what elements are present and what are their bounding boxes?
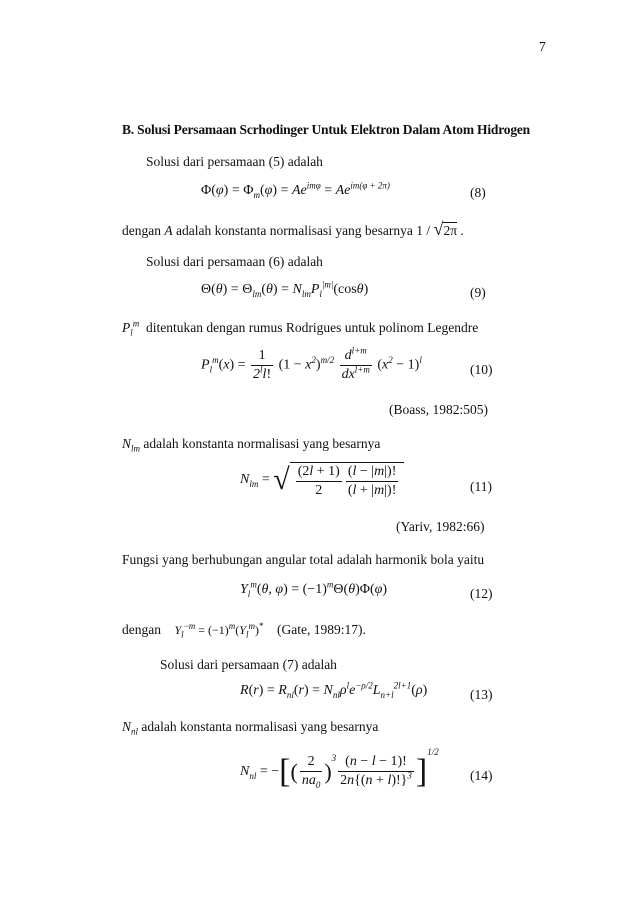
p9-sub: nl [131, 726, 139, 737]
paragraph-7: dengan $Y_l^{-m} = (-1)^m(Y_l^m)^*$ (Gate, 1989:17). [122, 621, 366, 640]
p5-text: adalah konstanta normalisasi yang besarnya [143, 436, 381, 451]
equation-10: $P_l^m(x)$ = $\frac{1}{2^ll!}$ $(1 - x^2)^{m/2}$ $\frac{d^{l+m}}{dx^{l+m}}$ $(x^2 - 1)^l$ [201, 345, 422, 382]
p9-var: N [122, 719, 132, 734]
p5-var: N [122, 436, 132, 451]
paragraph-6: Fungsi yang berhubungan angular total adalah harmonik bola yaitu [122, 552, 485, 567]
p2-sqrt-arg: 2π [443, 223, 458, 238]
equation-10-number: (10) [470, 362, 493, 377]
equation-13: $R(r) = R_{nl}(r) = N_{nl}\rho^le^{-\rho/2}L_{n+l}^{2l+1}(\rho)$ [240, 680, 428, 700]
p7-citation: (Gate, 1989:17). [277, 622, 366, 637]
equation-11: $N_{lm}$ = √ $\frac{(2l + 1)}{2}$ $\frac{(l - |m|)!}{(l + |m|)!}$ [240, 462, 404, 498]
equation-12-number: (12) [470, 586, 493, 601]
paragraph-5 [122, 436, 381, 454]
equation-14-number: (14) [470, 768, 493, 783]
page-number: 7 [539, 39, 546, 54]
p2-text-c: adalah konstanta normalisasi yang besarnya 1 / [175, 223, 431, 238]
p9-text: adalah konstanta normalisasi yang besarnya [141, 719, 379, 734]
equation-9: $\Theta(\theta) = \Theta_{lm}(\theta) = N_{lm}P_l^{|m|}(\cos\theta)$ [201, 279, 369, 299]
p2-text-a: dengan [122, 223, 161, 238]
paragraph-9 [122, 719, 379, 737]
equation-11-number: (11) [470, 479, 492, 494]
paragraph-8: Solusi dari persamaan (7) adalah [160, 657, 337, 672]
equation-12: $Y_l^m(\theta$, $\varphi) = (-1)^m\Theta(\theta)\Phi(\varphi)$ [240, 579, 388, 599]
paragraph-1: Solusi dari persamaan (5) adalah [146, 154, 323, 169]
p4-text: ditentukan dengan rumus Rodrigues untuk polinom Legendre [146, 320, 479, 335]
p2-period: . [460, 223, 464, 238]
p5-sub: lm [131, 443, 141, 454]
paragraph-2: dengan A adalah konstanta normalisasi yang besarnya 1 / √2π . [122, 219, 464, 239]
section-heading: B. Solusi Persamaan Scrhodinger Untuk Elektron Dalam Atom Hidrogen [122, 122, 530, 137]
equation-9-number: (9) [470, 285, 486, 300]
citation-1: (Boass, 1982:505) [389, 402, 488, 417]
equation-8: $\Phi(\varphi) = \Phi_m(\varphi) = Ae^{im\varphi} = Ae^{im(\varphi + 2\pi)}$ [201, 180, 390, 200]
citation-2: (Yariv, 1982:66) [396, 519, 485, 534]
equation-8-number: (8) [470, 185, 486, 200]
p7-text-a: dengan [122, 622, 161, 637]
paragraph-4: $P_l^m$ ditentukan dengan rumus Rodrigues untuk polinom Legendre [122, 318, 479, 338]
equation-14: $N_{nl}$ = −[( $\frac{2}{na_0}$ )$^3$ $\frac{(n - l - 1)!}{2n\{(n + l)!\}^3}$ ]$^{1/2}$ [240, 747, 439, 791]
paragraph-3: Solusi dari persamaan (6) adalah [146, 254, 323, 269]
p2-var-a: A [164, 223, 173, 238]
equation-13-number: (13) [470, 687, 493, 702]
